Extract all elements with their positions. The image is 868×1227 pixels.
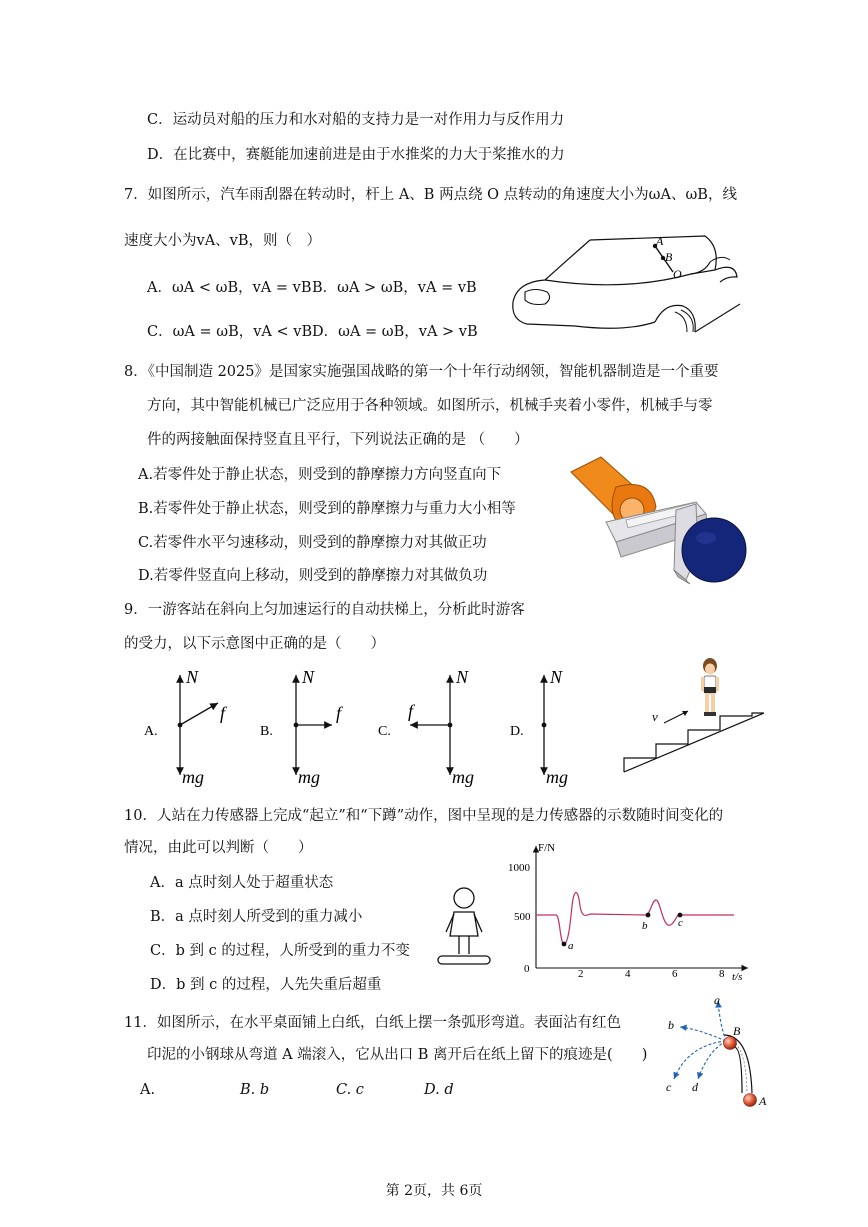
q7-option-d: D．ωA = ωB，vA > vB xyxy=(312,324,478,340)
q10-x-tick-8: 8 xyxy=(719,968,725,980)
q10-point-c-label: c xyxy=(678,917,683,929)
q10-option-c: C．b 到 c 的过程，人所受到的重力不变 xyxy=(150,943,410,959)
q6-option-c: C．运动员对船的压力和水对船的支持力是一对作用力与反作用力 xyxy=(147,112,565,128)
q11-entry-a-label: A xyxy=(759,1094,767,1108)
tourist-figure xyxy=(701,658,719,716)
q9-diagram-c xyxy=(378,667,474,787)
q10-option-d: D．b 到 c 的过程，人先失重后超重 xyxy=(150,977,382,993)
q8-stem-line-1: 8．《中国制造 2025》是国家实施强国战略的第一个十年行动纲领，智能机器制造是一个重要 xyxy=(124,364,719,380)
q10-point-b-label: b xyxy=(642,920,648,932)
q9-a-f-label: f xyxy=(220,703,226,723)
q9-diagram-b xyxy=(260,667,344,787)
q8-option-b: B.若零件处于静止状态，则受到的静摩擦力与重力大小相等 xyxy=(138,501,516,517)
q9-option-b-label: B. xyxy=(260,724,273,739)
q9-option-d-label: D. xyxy=(510,724,524,739)
q8-option-a: A.若零件处于静止状态，则受到的静摩擦力方向竖直向下 xyxy=(138,467,502,483)
q9-stem-line-1: 9．一游客站在斜向上匀加速运行的自动扶梯上，分析此时游客 xyxy=(124,602,525,618)
q11-stem-line-1: 11．如图所示，在水平桌面铺上白纸，白纸上摆一条弧形弯道。表面沾有红色 xyxy=(124,1015,621,1031)
q9-escalator-figure xyxy=(622,655,767,775)
q7-point-a-label: A xyxy=(656,234,664,248)
q10-force-time-chart xyxy=(508,840,758,983)
q9-force-diagrams xyxy=(140,665,600,790)
q10-x-tick-6: 6 xyxy=(672,968,678,980)
q7-option-c: C．ωA = ωB，vA < vB xyxy=(147,324,313,340)
q10-option-a: A．a 点时刻人处于超重状态 xyxy=(150,875,334,891)
q10-y-axis-label: F/N xyxy=(538,842,556,854)
q10-y-tick-500: 500 xyxy=(514,911,531,923)
q8-stem-line-3: 件的两接触面保持竖直且平行，下列说法正确的是 （ ） xyxy=(147,432,529,448)
q10-x-tick-2: 2 xyxy=(578,968,584,980)
q7-option-a: A．ωA < ωB，vA = vB xyxy=(147,280,312,296)
q11-option-b: B. b xyxy=(240,1082,270,1098)
q8-robot-gripper-figure xyxy=(566,452,756,592)
q11-path-d-label: d xyxy=(692,1080,698,1094)
q7-stem-line-2: 速度大小为vA、vB，则（ ） xyxy=(124,233,322,249)
q7-point-o-label: O xyxy=(673,267,682,281)
q9-option-a-label: A. xyxy=(144,724,158,739)
q9-diagram-a xyxy=(144,667,228,787)
q7-option-b: B．ωA > ωB，vA = vB xyxy=(312,280,477,296)
q8-option-d: D.若零件竖直向上移动，则受到的静摩擦力对其做负功 xyxy=(138,568,488,584)
q10-stem-line-1: 10．人站在力传感器上完成“起立”和“下蹲”动作，图中呈现的是力传感器的示数随时间变化的 xyxy=(124,808,724,824)
q9-b-f-label: f xyxy=(336,703,342,723)
q10-y-tick-1000: 1000 xyxy=(508,862,530,874)
q7-point-b-label: B xyxy=(665,250,673,264)
q10-force-curve xyxy=(536,893,734,945)
q10-option-b: B．a 点时刻人所受到的重力减小 xyxy=(150,909,363,925)
q10-y-tick-0: 0 xyxy=(524,963,530,975)
q8-stem-line-2: 方向，其中智能机械已广泛应用于各种领域。如图所示，机械手夹着小零件，机械手与零 xyxy=(147,398,713,414)
q11-option-c: C. c xyxy=(336,1082,364,1098)
q6-option-d: D．在比赛中，赛艇能加速前进是由于水推桨的力大于桨推水的力 xyxy=(147,147,565,163)
q9-stem-line-2: 的受力，以下示意图中正确的是（ ） xyxy=(124,636,385,652)
q10-person-figure xyxy=(434,886,494,970)
q11-curved-track-figure xyxy=(660,995,780,1113)
q11-option-d: D. d xyxy=(424,1082,454,1098)
q11-option-a: A. xyxy=(140,1082,156,1098)
q11-path-a-label: a xyxy=(714,993,720,1007)
q9-diagram-d xyxy=(510,667,568,787)
q9-c-mg-label: mg xyxy=(452,767,474,787)
q9-velocity-label: v xyxy=(652,709,658,724)
q9-d-mg-label: mg xyxy=(546,767,568,787)
q9-a-mg-label: mg xyxy=(182,767,204,787)
q9-b-n-label: N xyxy=(302,667,315,687)
q9-option-c-label: C. xyxy=(378,724,391,739)
q9-d-n-label: N xyxy=(550,667,563,687)
q7-stem-line-1: 7．如图所示，汽车雨刮器在转动时，杆上 A、B 两点绕 O 点转动的角速度大小为ωA、ωB，线 xyxy=(124,187,737,203)
q8-option-c: C.若零件水平匀速移动，则受到的静摩擦力对其做正功 xyxy=(138,535,487,551)
q10-point-a-label: a xyxy=(568,940,574,952)
q11-exit-b-label: B xyxy=(733,1024,741,1038)
q10-x-axis-label: t/s xyxy=(732,971,743,983)
q11-path-c-label: c xyxy=(666,1080,672,1094)
q10-stem-line-2: 情况，由此可以判断（ ） xyxy=(124,840,313,856)
q9-c-n-label: N xyxy=(456,667,469,687)
q10-x-tick-4: 4 xyxy=(625,968,631,980)
q9-b-mg-label: mg xyxy=(298,767,320,787)
page-footer: 第 2页，共 6页 xyxy=(385,1183,483,1199)
q7-car-wiper-figure xyxy=(505,232,745,347)
q11-path-b-label: b xyxy=(668,1018,674,1032)
q9-a-n-label: N xyxy=(186,667,199,687)
q11-stem-line-2: 印泥的小钢球从弯道 A 端滚入，它从出口 B 离开后在纸上留下的痕迹是( ) xyxy=(147,1047,648,1063)
q9-c-f-label: f xyxy=(408,701,414,721)
